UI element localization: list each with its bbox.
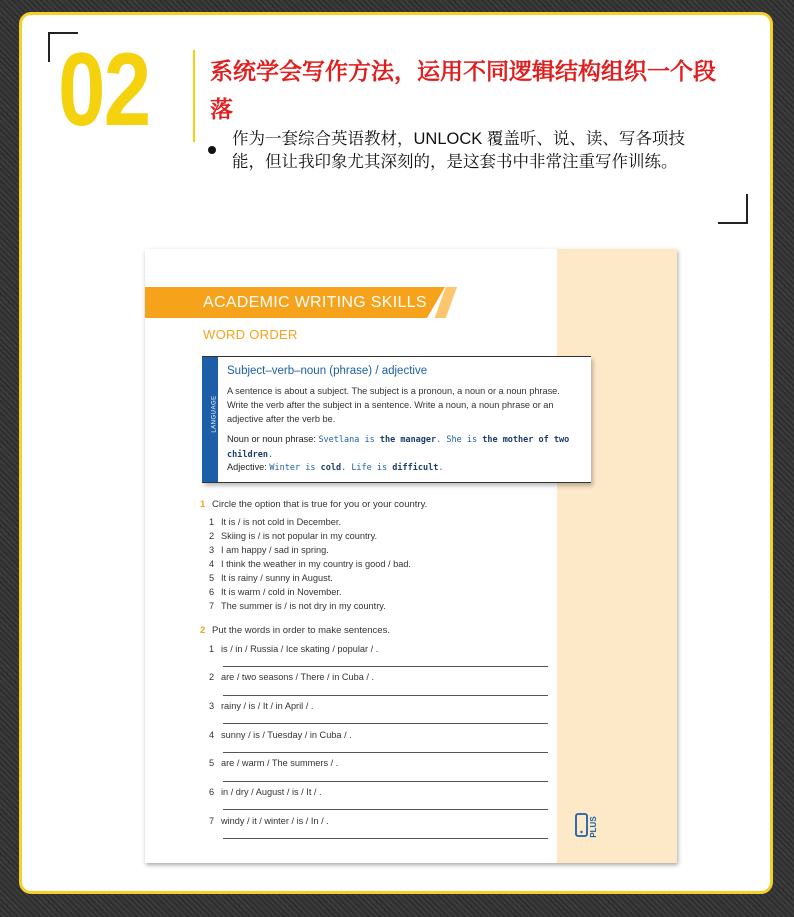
example-adjective (227, 462, 577, 473)
corner-bracket-bottom-right (718, 194, 748, 224)
page-side-margin (557, 249, 677, 863)
example-highlight: the manager (379, 435, 437, 445)
exercise-2-number: 2 (200, 625, 206, 636)
list-item: 4 I think the weather in my country is good / bad. (209, 559, 411, 569)
exercise-1-number: 1 (200, 499, 206, 510)
list-item: 7 The summer is / is not dry in my country. (209, 601, 386, 611)
list-item: 3 I am happy / sad in spring. (209, 545, 329, 555)
answer-line[interactable] (223, 781, 548, 782)
answer-line[interactable] (223, 809, 548, 810)
section-subtitle: WORD ORDER (203, 327, 298, 342)
list-item: 2 Skiing is / is not popular in my country. (209, 531, 378, 541)
list-item: 5 It is rainy / sunny in August. (209, 573, 333, 583)
example-label: Noun or noun phrase: (227, 434, 316, 444)
section-description: 作为一套综合英语教材，UNLOCK 覆盖听、说、读、写各项技能，但让我印象尤其深刻的，是这套书中非常注重写作训练。 (232, 130, 685, 171)
example-text: Winter is (269, 463, 321, 473)
bullet-icon (208, 146, 216, 154)
example-highlight: difficult (392, 463, 439, 473)
example-text: . She is (436, 435, 483, 445)
example-noun-phrase (227, 432, 577, 462)
list-item: 5 are / warm / The summers / . (209, 758, 339, 768)
answer-line[interactable] (223, 838, 548, 839)
list-item: 7 windy / it / winter / is / In / . (209, 816, 329, 826)
list-item: 6 It is warm / cold in November. (209, 587, 342, 597)
textbook-page (145, 249, 677, 863)
example-highlight: the mother of two children (227, 435, 570, 460)
example-highlight: cold (320, 463, 342, 473)
example-text: . Life is (341, 463, 393, 473)
section-number: 02 (58, 32, 150, 148)
language-box (202, 356, 591, 483)
language-body: A sentence is about a subject. The subject is a pronoun, a noun or a noun phrase. Write the verb after the subject in a sentence. Write a noun, a noun phrase or an adjective after the verb be. (227, 386, 560, 424)
answer-line[interactable] (223, 666, 548, 667)
example-text: . (267, 450, 274, 460)
example-text: . (438, 463, 444, 473)
answer-line[interactable] (223, 752, 548, 753)
section-heading: 系统学会写作方法，运用不同逻辑结构组织一个段落 (210, 58, 716, 122)
plus-label: PLUS (589, 816, 598, 838)
plus-phone-icon (574, 811, 602, 843)
exercise-2-instruction: Put the words in order to make sentences. (212, 625, 390, 636)
list-item: 3 rainy / is / It / in April / . (209, 701, 314, 711)
language-label: LANGUAGE (211, 395, 218, 433)
list-item: 1 It is / is not cold in December. (209, 517, 341, 527)
list-item: 6 in / dry / August / is / It / . (209, 787, 322, 797)
banner-title: ACADEMIC WRITING SKILLS (203, 294, 427, 311)
language-title: Subject–verb–noun (phrase) / adjective (227, 365, 428, 377)
divider-line (193, 50, 195, 142)
exercise-1-instruction: Circle the option that is true for you or your country. (212, 499, 428, 510)
list-item: 1 is / in / Russia / Ice skating / popular / . (209, 644, 379, 654)
language-sidebar (202, 357, 218, 482)
example-text: Svetlana is (318, 435, 380, 445)
example-label: Adjective: (227, 462, 267, 472)
list-item: 4 sunny / is / Tuesday / in Cuba / . (209, 730, 352, 740)
answer-line[interactable] (223, 723, 548, 724)
answer-line[interactable] (223, 695, 548, 696)
list-item: 2 are / two seasons / There / in Cuba / . (209, 672, 375, 682)
